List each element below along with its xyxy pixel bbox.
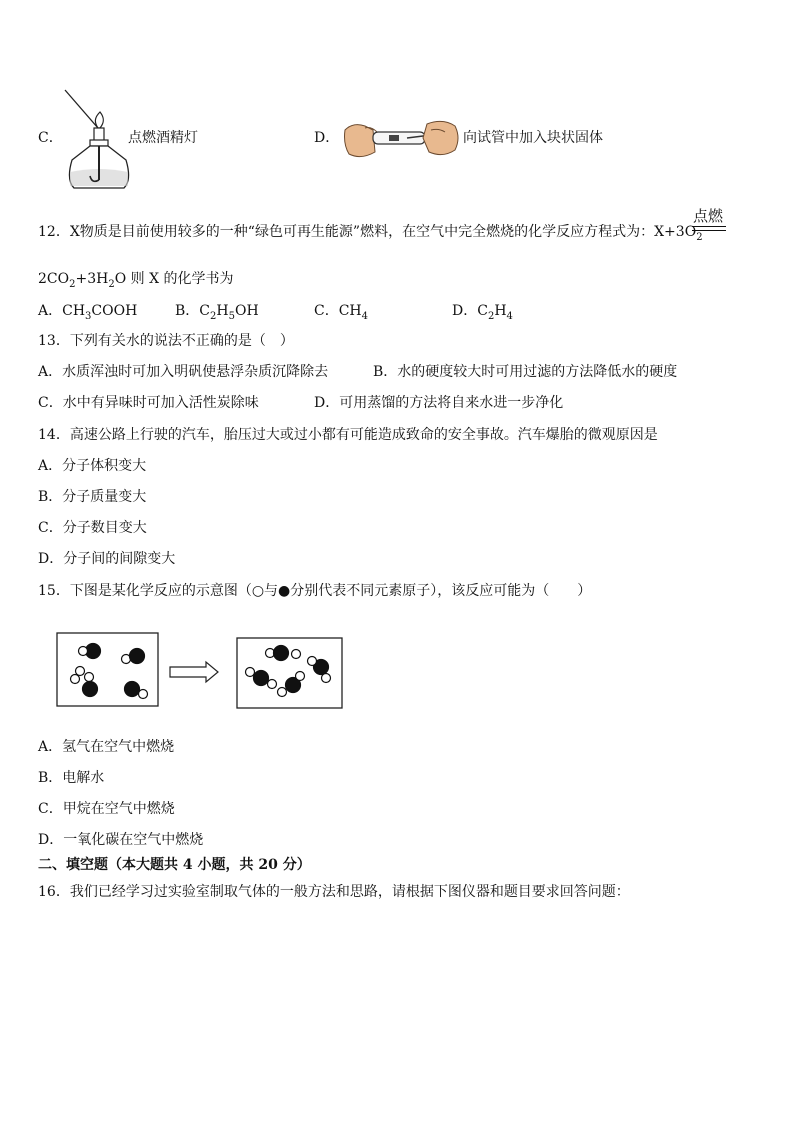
q13-option-a[interactable]: A．水质浑浊时可加入明矾使悬浮杂质沉降除去 xyxy=(38,364,329,380)
q14-option-a[interactable]: A．分子体积变大 xyxy=(38,458,147,474)
option-d-letter: D． xyxy=(314,130,340,146)
q15-option-c[interactable]: C．甲烷在空气中燃烧 xyxy=(38,801,175,817)
q12-line2: $2CO_2+3H_2O$ 则 X 的化学书为 xyxy=(38,271,234,290)
reaction-diagram xyxy=(56,632,346,710)
option-d-text: 向试管中加入块状固体 xyxy=(463,130,603,146)
q15-option-d[interactable]: D．一氧化碳在空气中燃烧 xyxy=(38,832,204,848)
q16-stem: 16．我们已经学习过实验室制取气体的一般方法和思路，请根据下图仪器和题目要求回答问题： xyxy=(38,884,630,900)
equals-line-top xyxy=(692,226,726,227)
q15-option-b[interactable]: B．电解水 xyxy=(38,770,105,786)
q14-stem: 14．高速公路上行驶的汽车，胎压过大或过小都有可能造成致命的安全事故。汽车爆胎的微观原因是 xyxy=(38,427,658,443)
equals-line-bottom xyxy=(692,230,726,231)
q13-option-b[interactable]: B．水的硬度较大时可用过滤的方法降低水的硬度 xyxy=(373,364,678,380)
arrow-icon xyxy=(170,662,218,682)
q12-option-d[interactable]: D．$C_2H_4$ xyxy=(452,303,513,322)
q15-option-a[interactable]: A．氢气在空气中燃烧 xyxy=(38,739,175,755)
q14-option-c[interactable]: C．分子数目变大 xyxy=(38,520,147,536)
q13-option-c[interactable]: C．水中有异味时可加入活性炭除味 xyxy=(38,395,259,411)
alcohol-lamp-lighting-icon xyxy=(60,88,130,194)
q13-stem: 13．下列有关水的说法不正确的是（ ） xyxy=(38,333,294,349)
hands-test-tube-icon xyxy=(343,116,461,162)
option-c-letter: C． xyxy=(38,130,63,146)
q12-option-c[interactable]: C．$CH_4$ xyxy=(314,303,369,322)
q12-stem: 12．X物质是目前使用较多的一种“绿色可再生能源”燃料，在空气中完全燃烧的化学反应方程式为：$X+3O_2$ xyxy=(38,224,703,243)
q15-stem: 15．下图是某化学反应的示意图（○与●分别代表不同元素原子），该反应可能为（ ） xyxy=(38,583,592,599)
option-c-text: 点燃酒精灯 xyxy=(128,130,198,146)
q14-option-d[interactable]: D．分子间的间隙变大 xyxy=(38,551,176,567)
q13-option-d[interactable]: D．可用蒸馏的方法将自来水进一步净化 xyxy=(314,395,564,411)
q12-option-b[interactable]: B．$C_2H_5OH$ xyxy=(175,303,259,322)
q12-option-a[interactable]: A．$CH_3COOH$ xyxy=(38,303,138,322)
section-heading: 二、填空题（本大题共 4 小题，共 20 分） xyxy=(38,857,311,873)
reaction-condition: 点燃 xyxy=(693,207,724,225)
q14-option-b[interactable]: B．分子质量变大 xyxy=(38,489,147,505)
